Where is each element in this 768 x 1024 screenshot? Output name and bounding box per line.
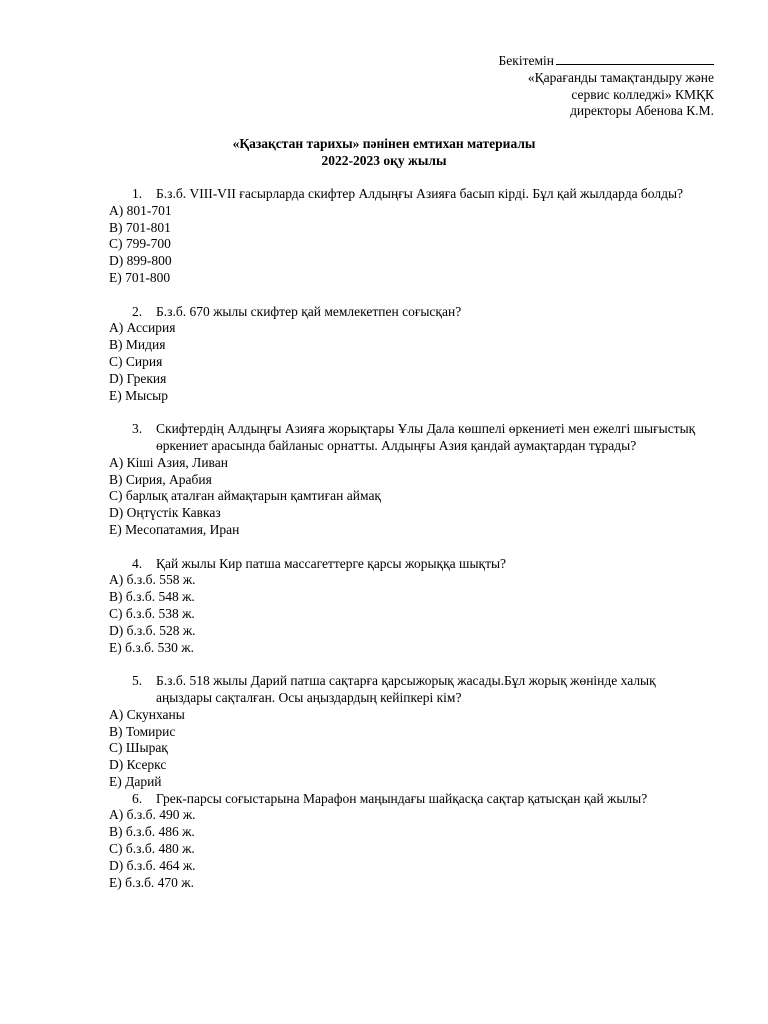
- answer-option: C) Сирия: [109, 353, 163, 369]
- question-text: Қай жылы Кир патша массагеттерге қарсы жорыққа шықты?: [156, 555, 507, 571]
- answer-option: C) б.з.б. 538 ж.: [109, 605, 195, 621]
- approval-college: «Қарағанды тамақтандыру және: [527, 69, 714, 85]
- title-subject: «Қазақстан тарихы» пәнінен емтихан материалы: [232, 136, 536, 151]
- approval-label: Бекітемін: [498, 53, 554, 68]
- question-text: Б.з.б. VIII-VII ғасырларда скифтер Алдыңғы Азияға басып кірді. Бұл қай жылдарда болды?: [156, 186, 684, 201]
- answer-option: E) б.з.б. 530 ж.: [109, 639, 195, 655]
- question-number: 4.: [132, 555, 143, 571]
- title-year: 2022-2023 оқу жылы: [321, 152, 447, 168]
- signature-line: [556, 52, 714, 65]
- answer-option: B) Сирия, Арабия: [109, 471, 212, 487]
- answer-option: A) Ассирия: [109, 320, 176, 336]
- questions-list: [109, 186, 709, 891]
- question-1: [109, 186, 709, 287]
- answer-option: A) Кіші Азия, Ливан: [109, 454, 228, 470]
- answer-option: B) б.з.б. 548 ж.: [109, 589, 195, 605]
- question-number: 6.: [132, 790, 143, 806]
- answer-option: B) б.з.б. 486 ж.: [109, 824, 195, 840]
- answer-option: B) Томирис: [109, 723, 176, 739]
- question-text: Скифтердің Алдыңғы Азияға жорықтары Ұлы Дала көшпелі өркениеті мен ежелгі шығыстық өркениет арасында байланыс орнатты. Алдыңғы Азия қандай аумақтардан тұрады?: [156, 421, 696, 453]
- question-text: Б.з.б. 518 жылы Дарий патша сақтарға қарсыжорық жасады.Бұл жорық жөнінде халық аңыздары сақталған. Осы аңыздардың кейіпкері кім?: [156, 673, 656, 705]
- approval-block: [499, 52, 714, 120]
- answer-option: D) Грекия: [109, 370, 167, 386]
- answer-option: A) б.з.б. 558 ж.: [109, 572, 196, 588]
- answer-option: E) 701-800: [109, 269, 171, 285]
- answer-option: D) 899-800: [109, 253, 172, 269]
- question-4: [109, 556, 709, 657]
- question-text: Грек-парсы соғыстарына Марафон маңындағы шайқасқа сақтар қатысқан қай жылы?: [156, 790, 648, 806]
- question-number: 5.: [132, 673, 143, 689]
- question-number: 1.: [132, 186, 143, 201]
- approval-college-type: сервис колледжі» КМҚК: [571, 86, 714, 102]
- answer-option: C) 799-700: [109, 236, 171, 252]
- question-6: [109, 791, 709, 892]
- answer-option: A) Скунханы: [109, 706, 185, 722]
- answer-option: A) б.з.б. 490 ж.: [109, 807, 196, 823]
- answer-option: C) б.з.б. 480 ж.: [109, 841, 195, 857]
- answer-option: A) 801-701: [109, 202, 172, 218]
- question-2: [109, 304, 709, 405]
- answer-option: D) б.з.б. 464 ж.: [109, 857, 196, 873]
- answer-option: D) Ксеркс: [109, 757, 167, 773]
- approval-line: [499, 52, 714, 70]
- answer-option: C) Шырақ: [109, 740, 168, 756]
- answer-option: C) барлық аталған аймақтарын қамтиған аймақ: [109, 488, 381, 504]
- question-number: 2.: [132, 303, 143, 319]
- answer-option: B) 701-801: [109, 219, 171, 235]
- answer-option: E) б.з.б. 470 ж.: [109, 874, 195, 890]
- answer-option: D) б.з.б. 528 ж.: [109, 622, 196, 638]
- question-3: [109, 421, 709, 539]
- answer-option: E) Месопатамия, Иран: [109, 521, 240, 537]
- question-text: Б.з.б. 670 жылы скифтер қай мемлекетпен соғысқан?: [156, 303, 462, 319]
- question-5: [109, 673, 709, 791]
- answer-option: B) Мидия: [109, 337, 166, 353]
- answer-option: E) Дарий: [109, 773, 162, 789]
- answer-option: E) Мысыр: [109, 387, 169, 403]
- document-title: [0, 136, 768, 170]
- answer-option: D) Оңтүстік Кавказ: [109, 505, 221, 521]
- approval-director: директоры Абенова К.М.: [570, 103, 714, 119]
- question-number: 3.: [132, 421, 143, 437]
